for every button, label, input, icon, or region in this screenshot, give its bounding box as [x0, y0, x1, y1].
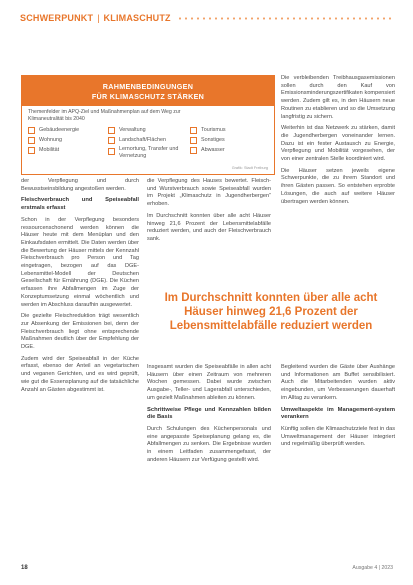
checkbox-icon — [108, 148, 115, 155]
pull-quote-text: Im Durchschnitt konnten über alle acht Häuser hinweg 21,6 Prozent der Lebensmittelabfälle reduziert werden — [164, 292, 378, 332]
topic-item: Mobilität — [28, 145, 108, 159]
paragraph: Durch Schulungen des Küchenpersonals und eine angepasste Speiseplanung gelang es, die Abfallmengen zu senken. Die Ergebnisse wurden in einem Leitfaden zusammengefasst, der anderen Häusern zur Verfügung gestellt wird. — [147, 425, 271, 463]
paragraph: Die verbleibenden Treibhausgasemissionen sollen durch den Kauf von Emissionsminderungszertifikaten kompensiert werden. Zudem gilt es, in den Häusern neue Routinen zu etablieren und so die Umsetzung langfristig zu sichern. — [281, 75, 395, 120]
subheading: Umweltaspekte im Management-system verankern — [281, 406, 395, 421]
paragraph: Im Durchschnitt konnten über alle acht Häuser hinweg 21,6 Prozent der Lebensmittelabfälle reduziert werden, und auch der Fleischverbrauch sank. — [147, 212, 271, 242]
subsection-label: KLIMASCHUTZ — [103, 13, 171, 23]
checkbox-icon — [28, 137, 35, 144]
article-column-3-top — [281, 75, 395, 261]
topic-item: Landschaft/Flächen — [108, 135, 190, 145]
issue-label: Ausgabe 4 | 2023 — [352, 565, 393, 571]
checkbox-icon — [190, 137, 197, 144]
topic-item: Lernortung, Transfer und Vernetzung — [108, 145, 190, 159]
infobox-title-line2: FÜR KLIMASCHUTZ STÄRKEN — [91, 92, 205, 101]
checkbox-icon — [190, 147, 197, 154]
infobox-intro — [22, 106, 274, 123]
subheading: Schrittweise Pflege und Kennzahlen bilden die Basis — [147, 406, 271, 421]
topic-list — [22, 123, 274, 159]
section-label: SCHWERPUNKT — [20, 13, 94, 23]
article-column-2-top — [147, 178, 271, 268]
checkbox-icon — [28, 147, 35, 154]
paragraph: Die Häuser setzen jeweils eigene Schwerpunkte, die zu ihrem Standort und ihren Gästen passen. So entstehen erprobte Lösungen, die auch auf weitere Häuser übertragen werden können. — [281, 167, 395, 205]
checkbox-icon — [108, 137, 115, 144]
infobox-title-line1: RAHMENBEDINGUNGEN — [102, 82, 194, 91]
topic-item: Abwasser — [190, 145, 270, 159]
article-column-2-bottom — [147, 364, 271, 550]
infobox-intro-line2: Klimaneutralität bis 2040 — [28, 116, 85, 122]
paragraph: Schon in der Verpflegung besonders ressourcenschonend werden können die Häuser heute mit dem Menüplan und den Einkaufsdaten ermittelt. Die Daten werden über die Bewertung der Häuser mittels der Kennzahl Fleischverbrauch pro Person und Tag eingetragen, bezogen auf das DGE-Lebensmittel-Modell der Deutschen Gesellschaft für Ernährung (DGE). Die Küchen erfassen ihre Abfallmengen im Zuge der Konzeptumsetzung einmal wöchentlich und werden im Abschluss daraufhin ausgewertet. — [21, 216, 139, 308]
pull-quote — [147, 269, 395, 355]
checkbox-icon — [108, 127, 115, 134]
infobox-intro-line1: Themenfelder im APQ-Ziel und Maßnahmenplan auf dem Weg zur — [28, 109, 181, 115]
article-column-3-bottom — [281, 364, 395, 550]
dotted-rule — [177, 17, 393, 20]
paragraph: Künftig sollen die Klimaschutzziele fest in das Umweltmanagement der Häuser integriert und regelmäßig überprüft werden. — [281, 425, 395, 448]
paragraph: der Verpflegung und durch Bewusstseinsbildung angestoßen werden. — [21, 178, 139, 192]
section-separator: | — [97, 13, 100, 23]
page-number: 18 — [21, 565, 28, 571]
paragraph: Weiterhin ist das Netzwerk zu stärken, damit die Jugendherbergen voneinander lernen. Dazu ist ein fester Austausch zu Energie, Verpflegung und Mobilität vorgesehen, der von einer zentralen Stelle koordiniert wird. — [281, 125, 395, 163]
infobox-title — [22, 76, 274, 106]
paragraph: Insgesamt wurden die Speiseabfälle in allen acht Häusern über einen Zeitraum von mehreren Wochen gemessen. Dabei wurde zwischen Ausgabe-, Teller- und Lagerabfall unterschieden, um gezielt Maßnahmen ableiten zu können. — [147, 364, 271, 401]
paragraph: die Verpflegung des Hauses bewertet. Fleisch- und Wurstverbrauch sowie Speiseabfall wurden im Projekt „Klimaschutz in Jugendherbergen“ erhoben. — [147, 178, 271, 208]
paragraph: Zudem wird der Speiseabfall in der Küche erfasst, ebenso der Anteil an vegetarischen und veganen Gerichten, und es wird geprüft, wie gut die Essensplanung auf die tatsächliche Anzahl an Gästen abgestimmt ist. — [21, 355, 139, 393]
subheading: Fleischverbrauch und Speiseabfall erstmals erfasst — [21, 197, 139, 212]
topic-item: Tourismus — [190, 125, 270, 135]
section-header — [20, 11, 393, 25]
article-column-1 — [21, 178, 139, 548]
topic-item: Verwaltung — [108, 125, 190, 135]
topic-item: Sonstiges — [190, 135, 270, 145]
checkbox-icon — [28, 127, 35, 134]
checkbox-icon — [190, 127, 197, 134]
infobox — [21, 75, 275, 175]
topic-item: Wohnung — [28, 135, 108, 145]
topic-item: Gebäudeenergie — [28, 125, 108, 135]
paragraph: Die gezielte Fleischreduktion trägt wesentlich zur Absenkung der Emissionen bei, denn der Fleischverbrauch liegt ohne entsprechende Maßnahmen deutlich über der Empfehlung der DGE. — [21, 313, 139, 351]
graphic-credit: Grafik: Stadt Freiburg — [231, 166, 268, 170]
paragraph: Begleitend wurden die Gäste über Aushänge und Informationen am Buffet sensibilisiert. Auch die Mitarbeitenden wurden aktiv eingebunden, um Verbesserungen dauerhaft im Alltag zu verankern. — [281, 364, 395, 401]
